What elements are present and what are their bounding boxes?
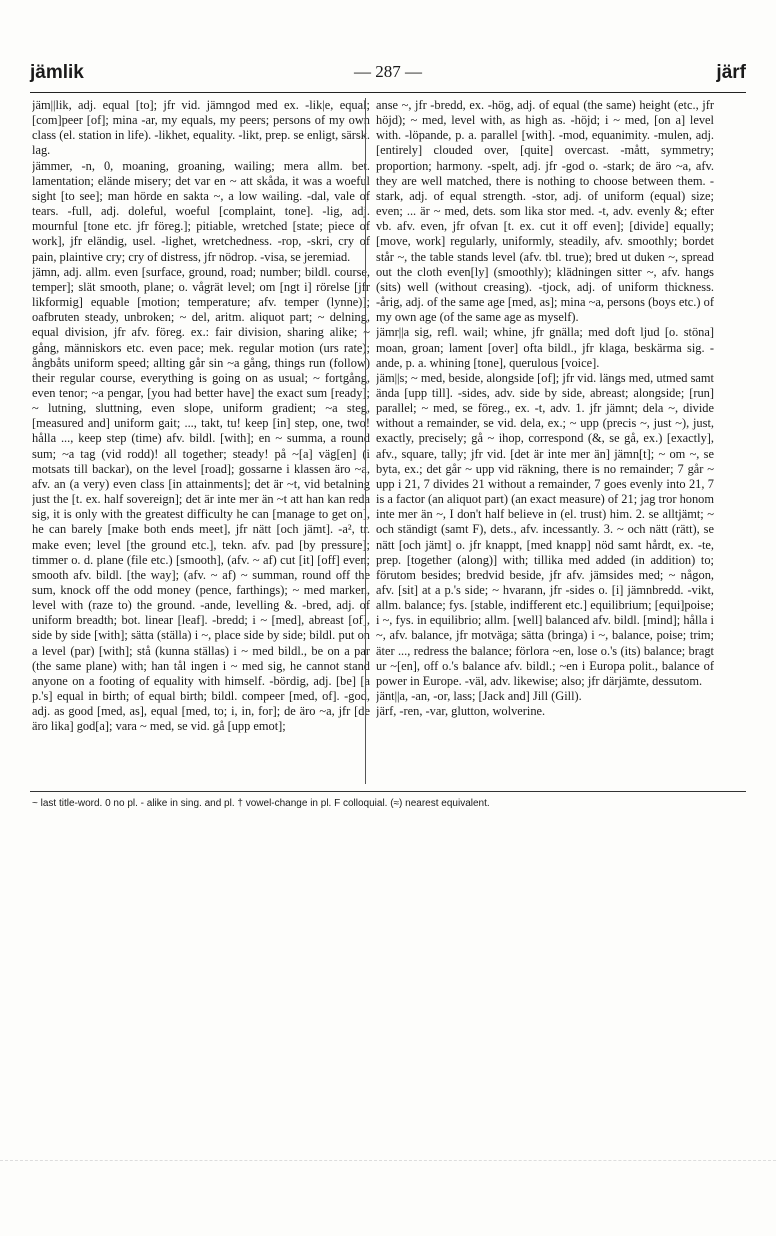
entry-jamn-continued: anse ~, jfr -bredd, ex. -hög, adj. of equal (the same) height (etc., jfr höjd); ~ med, level with, as high as. -höjd; i ~ med, [on a] level with. -löpande, p. a. parallel [with]. -mod, equanimity. -mulen, adj. [entirely] clouded over, [quite] overcast. -mått, symmetry; proportion; harmony. -spelt, adj. jfr -god o. -stark; de äro ~a, afv. they are well matched, there is nothing to choose between them. -stark, adj. of equal strength. -stor, adj. of uniform (equal) size; even; ... är ~ med, dets. som lika stor med. -t, adv. evenly &; efter vb. afv. even, jfr ofvan [t. ex. cut it off even]; [divide] equally; [move, work] regularly, uniformly, steadily, afv. smoothly; bordet står ~, the table stands level (afv. tbl. true); bred ut duken ~, spread out the cloth even[ly] (smoothly); klädningen sitter ~, afv. hangs (sits) well (without creasing). -tjock, adj. of uniform thickness. -årig, adj. of the same age [med, as]; mina ~a, persons (boys etc.) of my own age (of the same age as myself). [376,98,714,325]
entry-jammer: jämmer, -n, 0, moaning, groaning, wailing; mera allm. bet. lamentation; elände misery; det var en ~ att skåda, it was a woeful sight [to see]; man hörde en sakta ~, a low wailing. -dal, vale of tears. -full, adj. doleful, woeful [complaint, tone]. -lig, adj. mournful [tone etc. jfr föreg.]; pitiable, wretched [state; piece of work], jfr eländig, usel. -lighet, wretchedness. -rop, -skri, cry of pain, plaintive cry; cry of distress, jfr nödrop. -visa, se jeremiad. [32,158,370,264]
entry-jamn: jämn, adj. allm. even [surface, ground, road; number; bildl. course, temper]; slät smooth, plane; o. vågrät level; om [ngt i] rörelse [jfr likformig] equable [motion; temperature; afv. temper (lynne)]; oafbruten steady, unbroken; ~ del, aritm. aliquot part; ~ delning, equal division, jfr afv. föreg. ex.: fair division, sharing alike; ~ gång, människors etc. even pace; mek. regular motion (urs rate); ångbåts uniform speed; allting går sin ~a gång, things run (follow) their regular course, everything is going on as usual; ~ fortgång, even tenor; ~a pengar, [you had better have] the exact sum [ready]; ~ lutning, sluttning, even slope, uniform gradient; ~a steg, [measured and] uniform gait; ..., takt, tu! keep [in] step, one, two! hålla ..., keep step (time) afv. bildl. [with]; en ~ summa, a round sum; ~a tag (vid rodd)! all together; steady! på ~[a] väg[en] (i motsats till backar), on the level [road]; gossarne i klassen äro ~a, afv. an (a very) even class [in attainments]; det är ~t, vid betalning just the [t. ex. half sovereign]; det är inte mer än ~t att han kan reda sig, it is only with the greatest difficulty he can [manage to get on], he can barely [make both ends meet], jfr nätt [och jämt]. -a², tr. make even; level [the ground etc.], tekn. afv. pad [by pressure]; timmer o. d. plane (file etc.) [smooth], (afv. ~ af) cut [it] [off] even; smooth afv. bildl. [the way]; (afv. ~ af) ~ summan, round off the sum, knock off the odd money (pence, farthings); ~ med marken, level with (raze to) the ground. -ande, levelling &. -bred, adj. of uniform breadth; bot. linear [leaf]. -bredd; i ~ [med], abreast [of], side by side [with]; sätta (ställa) i ~, place side by side; bildl. put on a level (par) [with]; stå (kunna ställas) i ~ med bildl., be on a par (the same plane) with; han tål ingen i ~ med sig, he cannot stand anyone on a footing of equality with himself. -bördig, adj. [be] [a p.'s] equal in birth; of equal birth; bildl. compeer [med, of]. -god, adj. as good [med, as], equal [med, to; i, in, for]; de äro ~a, jfr [de äro lika] god[a]; vara ~ med, se vid. gå [upp emot]; [32,264,370,734]
entry-jamra-sig: jämr||a sig, refl. wail; whine, jfr gnälla; med doft ljud [o. stöna] moan, groan; lament [over] ofta bildl., jfr klaga, beskärma sig. -ande, p. a. whining [tone], querulous [voice]. [376,325,714,370]
entry-jarf: järf, -ren, -var, glutton, wolverine. [376,704,546,719]
left-guide-word: jämlik [30,62,84,83]
right-column [376,98,714,781]
entry-janta: jänt||a, -an, -or, lass; [Jack and] Jill (Gill). [376,689,582,704]
entry-jams: jäm||s; ~ med, beside, alongside [of]; jfr vid. längs med, utmed samt ända [upp till]. -sides, adv. side by side, abreast; alongside; [run] parallel; ~ med, se föreg., ex. -t, adv. 1. jfr jämnt; dela ~, divide without a remainder, se vid. dela, ex.; ~ upp (precis ~, just ~), just, exactly, precisely; gå ~ ihop, correspond (&, se gå, ex.) [exactly], afv., square, tally; jfr vid. [det är inte mer än] jämn[t]; ~ om ~, se byta, ex.; det går ~ upp vid räkning, there is no remainder; 7 går ~ upp i 21, 7 divides 21 without a remainder, 7 goes evenly into 21, 7 is a factor (an aliquot part) (an exact measure) of 21; jag tror honom inte mer än ~, I don't half believe in (el. trust) him. 2. se alltjämt; ~ och ständigt (samt F), dets., afv. incessantly. 3. ~ och nätt (rätt), se nätt [och jämt] o. jfr knappt, [med knapp] nöd samt hårdt, ex. -te, prep. [together (along)] with; tillika med added (in addition) to; förutom besides; bredvid beside, jfr afv. jämsides med; ~ någon, afv. [sit] at a p.'s side; ~ hvarann, jfr -sides o. [i] jämnbredd. -vikt, allm. balance; fys. [stable, indifferent etc.] equilibrium; [equi]poise; i ~, fys. in equilibrio; allm. [well] balanced afv. bildl. [mind]; hålla i ~, afv. balance, jfr motväga; sätta (bringa) i ~, balance, poise; trim; äter ..., redress the balance; förlora ~en, lose o.'s (its) balance; bragt ur ~[en], off o.'s balance afv. bildl.; ~en i Europa polit., balance of power in Europe. -väl, adv. likewise; also; jfr därjämte, dessutom. [376,370,714,688]
page-number: — 287 — [354,62,422,81]
page-header [30,62,746,88]
entry-jamlik: jäm||lik, adj. equal [to]; jfr vid. jämngod med ex. -lik|e, equal; [com]peer [of]; mina -ar, my equals, my peers; persons of my own class (el. station in life). -likhet, equality. -likt, prep. se enligt, särsk. lag. [32,98,370,158]
symbol-legend: ~ last title-word. 0 no pl. - alike in sing. and pl. † vowel-change in pl. F colloquial. (≈) nearest equivalent. [32,798,490,809]
right-guide-word: järf [716,62,746,83]
left-column [32,98,370,781]
footer-rule [30,791,746,792]
column-divider [365,98,366,784]
header-rule [30,92,746,93]
scan-edge-line [0,1160,776,1161]
